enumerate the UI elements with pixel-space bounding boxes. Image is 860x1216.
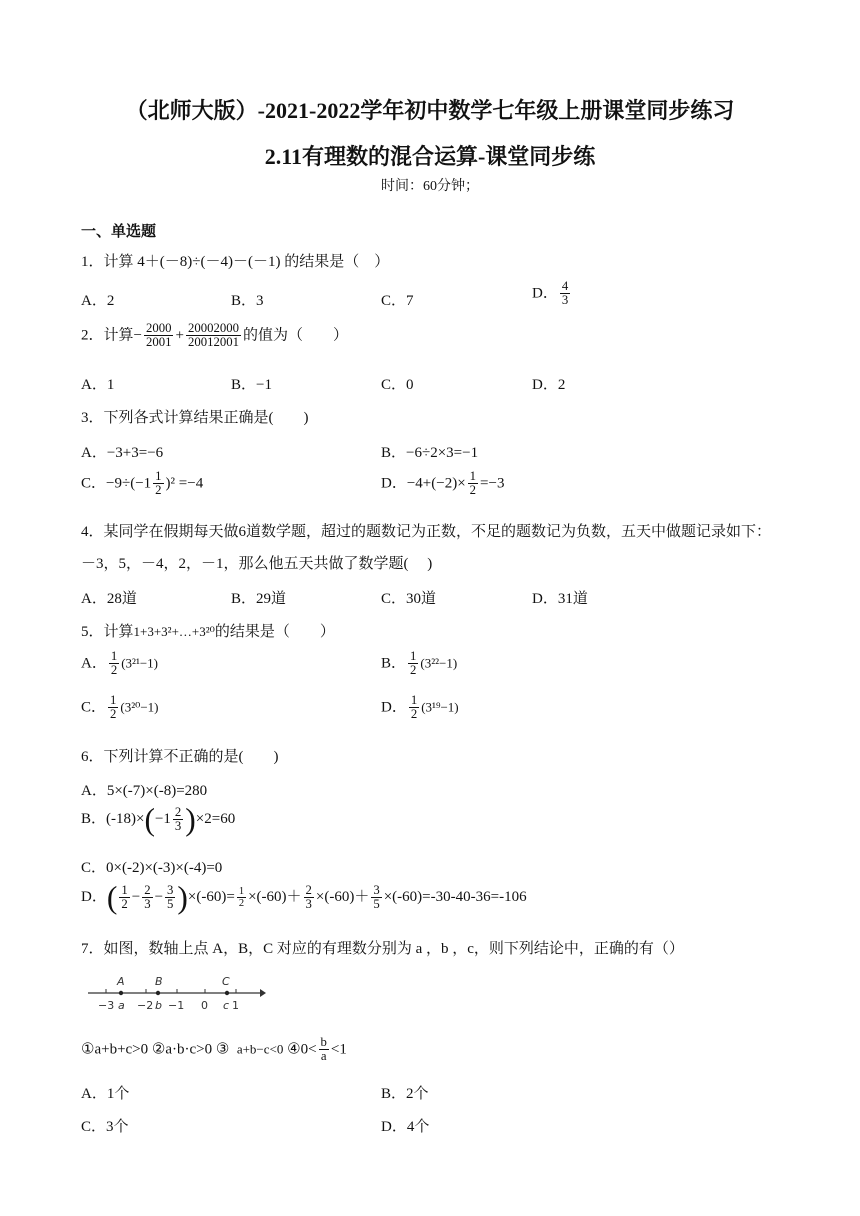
q1-d-label: D．	[532, 285, 558, 302]
tick-label-a: a	[118, 999, 125, 1012]
tick-label-0: 0	[201, 999, 208, 1012]
time-limit: 时间：60分钟；	[381, 179, 479, 194]
q4-option-c: C．30道	[381, 591, 437, 607]
statement-1: ①a+b+c>0	[81, 1041, 149, 1058]
q1-option-c: C．7	[381, 293, 414, 309]
q6-option-c: C．0×(-2)×(-3)×(-4)=0	[81, 860, 223, 876]
q4-stem-line1: 4．某同学在假期每天做6道数学题，超过的题数记为正数，不足的题数记为负数，五天中做题记录如下：	[81, 524, 772, 540]
q7-option-a: A．1个	[81, 1086, 130, 1102]
q6-option-d: D．( $\frac{1}{2}$ − $\frac{2}{3}$ − $\frac{3}{5}$ )×(-60)= $\frac{1}{2}$ ×(-60)＋ $\frac{2}{3}$ ×(-60)＋ $\frac{3}{5}$ ×(-60)=-30-40-36=-106	[81, 880, 527, 915]
q7-option-d: D．4个	[381, 1119, 430, 1135]
tick-label-b: b	[155, 999, 162, 1012]
q2-option-d: D．2	[532, 377, 566, 393]
tick-label-neg3: −3	[98, 999, 115, 1012]
q6-stem: 6．下列计算不正确的是( )	[81, 749, 279, 765]
q4-stem-line2: －3，5，－4，2，－1，那么他五天共做了数学题( )	[81, 556, 433, 572]
q6-option-b: B．(-18)×(−1 $\frac{2}{3}$ )×2=60	[81, 802, 236, 837]
q2-option-a: A．1	[81, 377, 115, 393]
q5-option-b: B． $\frac{1}{2}$ (3²²−1)	[381, 649, 458, 678]
axis-label-B: B	[155, 975, 163, 988]
axis-label-A: A	[117, 975, 125, 988]
statement-2: ②a·b·c>0	[151, 1041, 213, 1058]
q2-fraction-2: $\frac{20002000}{20012001}$	[187, 321, 239, 350]
doc-title-line1: （北师大版）-2021-2022学年初中数学七年级上册课堂同步练习	[125, 98, 735, 123]
doc-title-line2: 2.11有理数的混合运算-课堂同步练	[264, 144, 596, 169]
q2-fraction-1: $\frac{2000}{2001}$	[145, 321, 172, 350]
statement-3: a+b−c<0	[236, 1041, 284, 1057]
number-line-arrow	[260, 989, 266, 997]
q3-option-d: D．−4+(−2)× $\frac{1}{2}$ =−3	[381, 469, 505, 498]
q3-option-c: C．−9÷(−1 $\frac{1}{2}$ )² =−4	[81, 469, 204, 498]
q2-option-b: B．−1	[231, 377, 272, 393]
tick-label-neg2: −2	[137, 999, 154, 1012]
q1-d-fraction: $\frac{4}{3}$	[561, 279, 569, 308]
q3-option-a: A．−3+3=−6	[81, 445, 164, 461]
number-line-figure	[84, 972, 266, 1016]
point-b	[156, 991, 160, 995]
section-heading: 一、单选题	[81, 224, 157, 240]
axis-label-C: C	[222, 975, 230, 988]
q4-option-d: D．31道	[532, 591, 588, 607]
q1-option-a: A．2	[81, 293, 115, 309]
q5-option-c: C． $\frac{1}{2}$ (3²⁰−1)	[81, 693, 159, 722]
q1-option-b: B．3	[231, 293, 264, 309]
q7-statements: ①a+b+c>0 ②a·b·c>0 ③ a+b−c<0 ④0< $\frac{b}{a}$ <1	[81, 1035, 347, 1064]
q5-option-a: A． $\frac{1}{2}$ (3²¹−1)	[81, 649, 159, 678]
q1-stem: 1．计算 4＋(－8)÷(－4)－(－1) 的结果是（ ）	[81, 254, 390, 270]
q7-option-b: B．2个	[381, 1086, 429, 1102]
q2-stem: 2．计算− $\frac{2000}{2001}$ + $\frac{20002000}{20012001}$ 的值为（ ）	[81, 321, 348, 350]
q2-option-c: C．0	[381, 377, 414, 393]
point-a	[119, 991, 123, 995]
q6-option-a: A．5×(-7)×(-8)=280	[81, 783, 208, 799]
q3-stem: 3．下列各式计算结果正确是( )	[81, 410, 309, 426]
q1-option-d	[532, 280, 572, 308]
point-c	[225, 991, 229, 995]
q5-option-d: D． $\frac{1}{2}$ (3¹⁹−1)	[381, 693, 459, 722]
q4-option-b: B．29道	[231, 591, 287, 607]
q7-option-c: C．3个	[81, 1119, 129, 1135]
tick-label-c: c	[223, 999, 230, 1012]
q5-stem: 5．计算1+3+3²+…+3²⁰的结果是（ ）	[81, 624, 335, 640]
tick-label-1: 1	[232, 999, 239, 1012]
q7-stem: 7．如图，数轴上点 A，B，C 对应的有理数分别为 a ，b ，c，则下列结论中，正确的有（）	[81, 941, 684, 957]
tick-label-neg1: −1	[168, 999, 185, 1012]
q4-option-a: A．28道	[81, 591, 137, 607]
q3-option-b: B．−6÷2×3=−1	[381, 445, 479, 461]
